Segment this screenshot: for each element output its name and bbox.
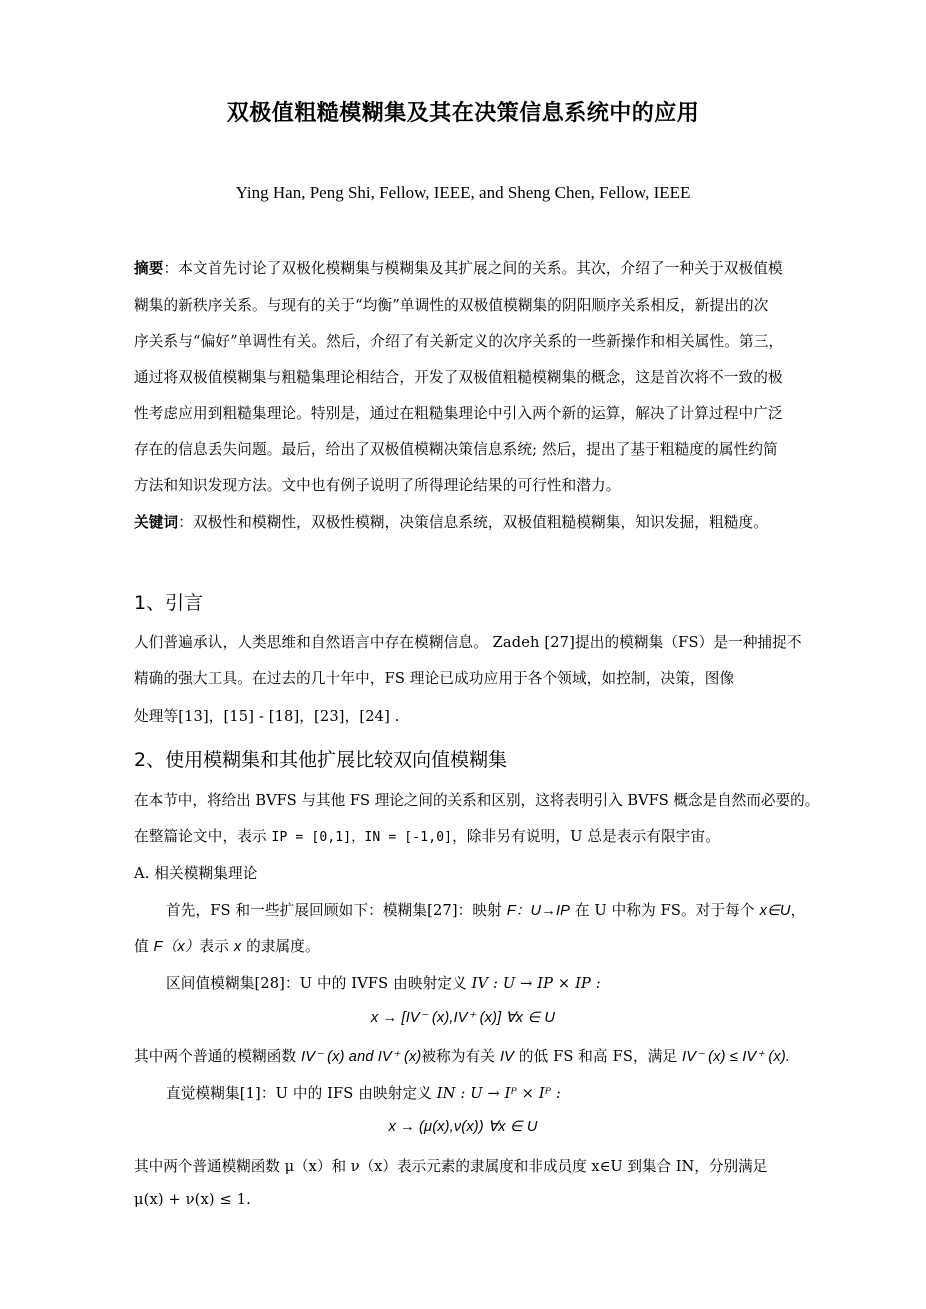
math-inline: x [233,939,242,955]
paragraph-line: 精确的强大工具。在过去的几十年中，FS 理论已成功应用于各个领域，如控制，决策，图像 [134,670,735,687]
keywords-label: 关键词 [134,514,179,531]
section-heading-comparison: 2、使用模糊集和其他扩展比较双向值模糊集 [134,749,508,771]
abstract-line: 存在的信息丢失问题。最后，给出了双极值模糊决策信息系统; 然后，提出了基于粗糙度的属性约简 [134,441,778,458]
math-inline: F（x） [153,939,200,955]
paper-title: 双极值粗糙模糊集及其在决策信息系统中的应用 [226,101,700,126]
paragraph-line: 值 F（x）表示 x 的隶属度。 [134,938,320,955]
math-inline: x∈U [759,903,791,919]
abstract-line: 通过将双极值模糊集与粗糙集理论相结合，开发了双极值粗糙模糊集的概念，这是首次将不一致的极 [134,369,783,386]
paragraph-line: 处理等[13]，[15] - [18]，[23]，[24] . [134,708,400,725]
abstract-line: 糊集的新秩序关系。与现有的关于“均衡”单调性的双极值模糊集的阴阳顺序关系相反，新提出的次 [134,297,769,314]
math-inline: IV⁻ (x) ≤ IV⁺ (x). [682,1049,791,1065]
math-inline: IV [499,1049,515,1065]
paragraph-line: μ(x) + ν(x) ≤ 1. [134,1191,251,1208]
keywords-line: 关键词：双极性和模糊性，双极性模糊，决策信息系统，双极值粗糙模糊集，知识发掘，粗糙度。 [134,514,768,531]
author-list: Ying Han, Peng Shi, Fellow, IEEE, and Sheng Chen, Fellow, IEEE [235,183,691,202]
paragraph-line: 在整篇论文中，表示 IP = [0,1]，IN = [-1,0]，除非另有说明，U 总是表示有限宇宙。 [134,828,721,845]
paragraph-line: 区间值模糊集[28]：U 中的 IVFS 由映射定义 IV : U → IP × IP : [166,975,601,992]
equation: x → [IV⁻ (x),IV⁺ (x)] ∀x ∈ U [370,1010,556,1026]
paragraph-line: 在本节中，将给出 BVFS 与其他 FS 理论之间的关系和区别，这将表明引入 BVFS 概念是自然而必要的。 [134,792,820,809]
paragraph-line: 首先，FS 和一些扩展回顾如下：模糊集[27]：映射 F：U→IP 在 U 中称为 FS。对于每个 x∈U， [166,902,806,919]
math-inline: IV⁻ (x) and IV⁺ (x) [300,1049,422,1065]
abstract-line: 摘要：本文首先讨论了双极化模糊集与模糊集及其扩展之间的关系。其次，介绍了一种关于双极值模 [134,260,783,277]
math-inline: IN : U → Iᴾ × Iᴾ : [436,1085,561,1102]
abstract-line: 方法和知识发现方法。文中也有例子说明了所得理论结果的可行性和潜力。 [134,477,621,494]
paragraph-line: 其中两个普通的模糊函数 IV⁻ (x) and IV⁺ (x)被称为有关 IV 的低 FS 和高 FS，满足 IV⁻ (x) ≤ IV⁺ (x). [134,1048,791,1065]
interval-notation: IP = [0,1]，IN = [-1,0] [271,830,453,845]
equation: x → (μ(x),ν(x)) ∀x ∈ U [388,1119,538,1135]
abstract-line: 性考虑应用到粗糙集理论。特别是，通过在粗糙集理论中引入两个新的运算，解决了计算过程中广泛 [134,405,783,422]
math-inline: F：U→IP [506,903,571,919]
paragraph-line: 直觉模糊集[1]：U 中的 IFS 由映射定义 IN : U → Iᴾ × Iᴾ : [166,1085,561,1102]
paragraph-line: 人们普遍承认，人类思维和自然语言中存在模糊信息。 Zadeh [27]提出的模糊集（FS）是一种捕捉不 [134,634,802,651]
math-inline: IV : U → IP × IP : [471,975,601,992]
abstract-line: 序关系与“偏好”单调性有关。然后，介绍了有关新定义的次序关系的一些新操作和相关属性。第三， [134,333,784,350]
subsection-heading: A. 相关模糊集理论 [134,865,258,882]
section-heading-intro: 1、引言 [134,592,204,614]
abstract-label: 摘要 [134,260,164,277]
paragraph-line: 其中两个普通模糊函数 μ（x）和 ν（x）表示元素的隶属度和非成员度 x∈U 到集合 IN，分别满足 [134,1158,768,1175]
